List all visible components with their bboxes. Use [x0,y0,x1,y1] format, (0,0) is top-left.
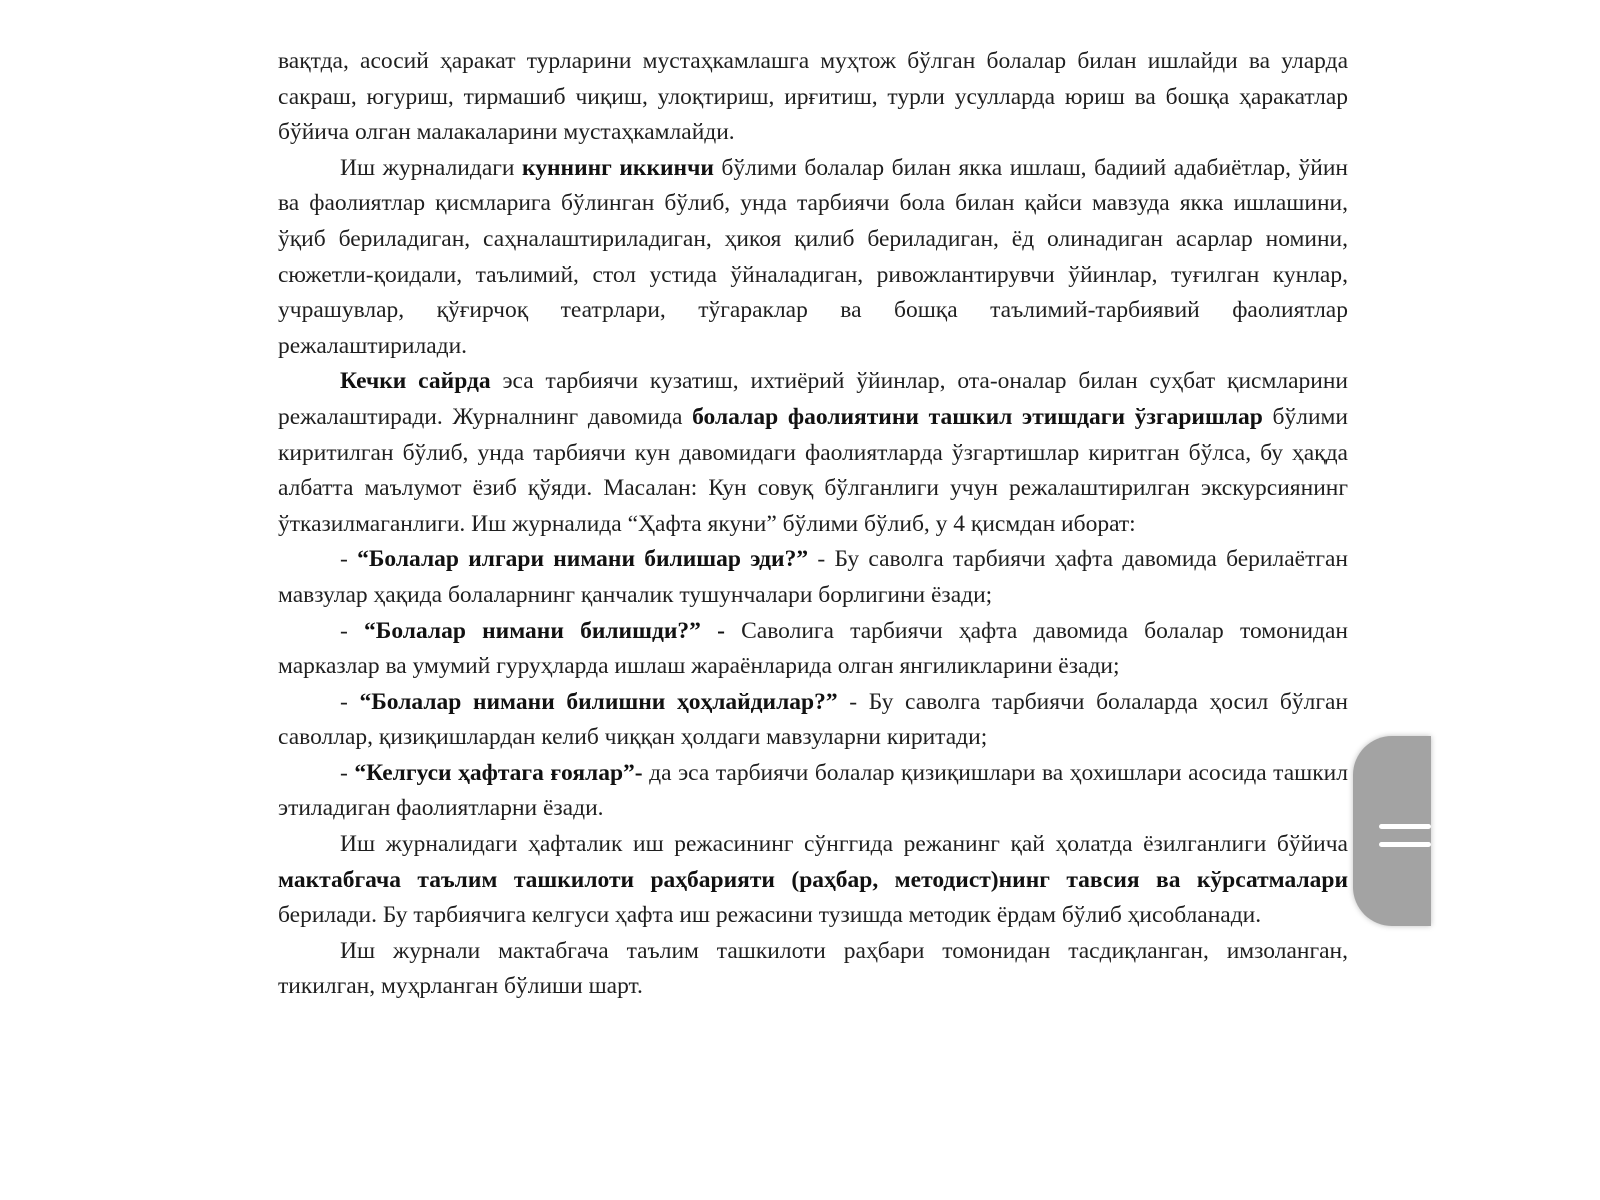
list-item-1 [278,542,1348,613]
list-item-3-dash: - [340,688,360,715]
paragraph-2-text-2: бўлими болалар билан якка ишлаш, бадиий адабиётлар, ўйин ва фаолиятлар қисмларига бўлинган бўлиб, унда тарбиячи бола билан қайси мавзуда якка ишлашини, ўқиб бериладиган, саҳналаштириладиган, ҳикоя қилиб бериладиган, ёд олинадиган асарлар номини, сюжетли-қоидали, таълимий, стол устида ўйналадиган, ривожлантирувчи ўйинлар, туғилган кунлар, учрашувлар, қўғирчоқ театрлари, тўгараклар ва бошқа таълимий-тарбиявий фаолиятлар режалаштирилади. [278,154,1348,359]
paragraph-2 [278,151,1348,365]
paragraph-3-bold-1: Кечки сайрда [340,368,491,395]
paragraph-1: вақтда, асосий ҳаракат турларини мустаҳкамлашга муҳтож бўлган болалар билан ишлайди ва уларда сакраш, югуриш, тирмашиб чиқиш, улоқтириш, ирғитиш, турли усулларда юриш ва бошқа ҳаракатлар бўйича олган малакаларини мустаҳкамлайди. [278,48,1348,146]
list-item-1-text: - Бу саволга тарбиячи ҳафта давомида берилаётган мавзулар ҳақида болаларнинг қанчалик тушунчалари борлигини ёзади; [278,546,1348,608]
list-item-4-question: “Келгуси ҳафтага ғоялар”- [354,759,643,786]
list-item-2 [278,614,1348,685]
paragraph-2-bold-1: куннинг иккинчи [522,154,714,181]
list-item-4-dash: - [340,759,355,786]
paragraph-3 [278,364,1348,542]
paragraph-3-bold-2: болалар фаолиятини ташкил этишдаги ўзгаришлар [692,403,1263,430]
list-item-3 [278,685,1348,756]
paragraph-8-text-1: Иш журналидаги ҳафталик иш режасининг сўнггида режанинг қай ҳолатда ёзилганлиги бўйича [340,831,1348,858]
list-item-3-text: - Бу саволга тарбиячи болаларда ҳосил бўлган саволлар, қизиқишлардан келиб чиққан ҳолдаги мавзуларни киритади; [278,688,1349,751]
list-item-4-text: да эса тарбиячи болалар қизиқишлари ва ҳохишлари асосида ташкил этиладиган фаолиятларни ёзади. [278,759,1348,822]
drag-handle-icon-line-2 [1379,842,1431,847]
list-item-1-dash: - [340,546,358,573]
list-item-4 [278,756,1348,827]
paragraph-8-text-2: берилади. Бу тарбиячига келгуси ҳафта иш режасини тузишда методик ёрдам бўлиб ҳисобланади. [278,902,1262,929]
drag-handle-icon [1379,824,1431,829]
paragraph-3-text-1: эса тарбиячи кузатиш, ихтиёрий ўйинлар, ота-оналар билан суҳбат қисмларини режалаштиради. Журналнинг давомида [278,368,1348,430]
list-item-1-question: “Болалар илгари нимани билишар эди?” [357,546,809,573]
paragraph-3-text-2: бўлими киритилган бўлиб, унда тарбиячи кун давомидаги фаолиятларда ўзгартишлар киритган бўлса, бу ҳақда албатта маълумот ёзиб қўяди. Масалан: Кун совуқ бўлганлиги учун режалаштирилган экскурсиянинг ўтказилмаганлиги. Иш журналида “Ҳафта якуни” бўлими бўлиб, у 4 қисмдан иборат: [278,403,1348,537]
paragraph-8-bold-1: мактабгача таълим ташкилоти раҳбарияти (раҳбар, методист)нинг тавсия ва кўрсатмалари [278,866,1348,893]
document-body [278,44,1348,1005]
scroll-handle[interactable] [1353,736,1431,926]
list-item-3-question: “Болалар нимани билишни ҳоҳлайдилар?” [359,688,838,715]
list-item-2-dash: - [340,617,365,644]
list-item-2-text: Саволига тарбиячи ҳафта давомида болалар томонидан марказлар ва умумий гуруҳларда ишлаш жараёнларида олган янгиликларини ёзади; [278,617,1348,680]
paragraph-2-text-1: Иш журналидаги [340,154,523,181]
paragraph-9: Иш журнали мактабгача таълим ташкилоти раҳбари томонидан тасдиқланган, имзоланган, тикилган, муҳрланган бўлиши шарт. [278,937,1348,1000]
paragraph-8 [278,827,1348,934]
list-item-2-question: “Болалар нимани билишди?” - [364,617,725,644]
